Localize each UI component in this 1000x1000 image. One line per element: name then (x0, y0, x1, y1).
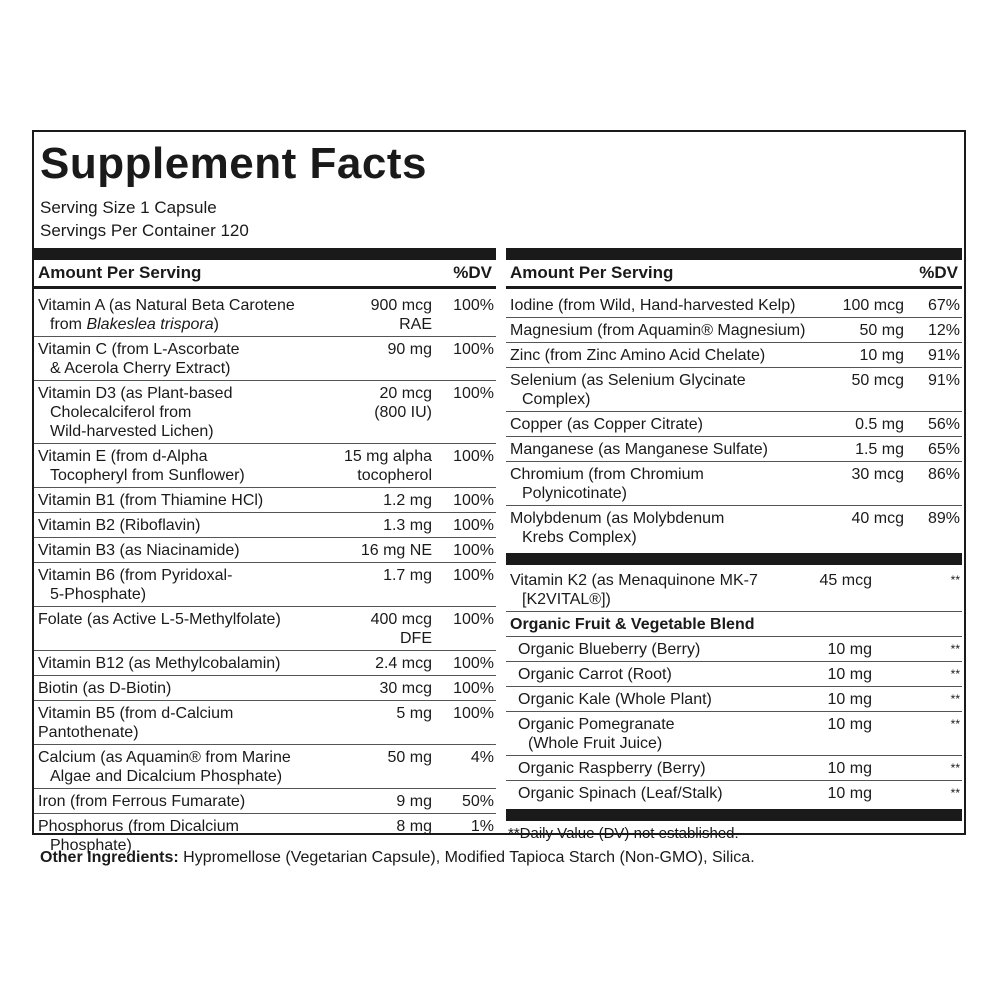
nutrient-row: Magnesium (from Aquamin® Magnesium) 50 mg 12% (506, 318, 962, 343)
right-nutrient-column (506, 248, 962, 846)
nutrient-row: Molybdenum (as Molybdenum Krebs Complex) 40 mcg 89% (510, 510, 960, 546)
nutrient-row: Biotin (as D-Biotin) 30 mcg 100% (34, 676, 496, 701)
vitamin-k2-row: Vitamin K2 (as Menaquinone MK-7 [K2VITAL®]) 45 mcg ** (506, 565, 962, 612)
nutrient-row: Copper (as Copper Citrate) 0.5 mg 56% (506, 412, 962, 437)
blend-title: Organic Fruit & Vegetable Blend (506, 612, 962, 637)
nutrient-row: Vitamin A (as Natural Beta Carotene from Blakeslea trispora) 900 mcg RAE 100% (34, 293, 496, 337)
nutrient-row: Vitamin C (from L-Ascorbate & Acerola Cherry Extract) 90 mg 100% (34, 337, 496, 381)
nutrient-row: Vitamin B3 (as Niacinamide) 16 mg NE 100% (34, 538, 496, 563)
dv-footnote: **Daily Value (DV) not established. (508, 825, 739, 842)
header-rule (34, 286, 496, 289)
nutrient-row: Vitamin D3 (as Plant-based Cholecalciferol from Wild-harvested Lichen) 20 mcg (800 IU) 100% (34, 381, 496, 444)
nutrient-row: Manganese (as Manganese Sulfate) 1.5 mg 65% (506, 437, 962, 462)
thick-divider (34, 248, 496, 260)
nutrient-row: Vitamin B2 (Riboflavin) 1.3 mg 100% (34, 513, 496, 538)
nutrient-row: Phosphorus (from Dicalcium Phosphate) 8 mg 1% (38, 818, 494, 854)
blend-row: Organic Blueberry (Berry) 10 mg ** (506, 637, 962, 662)
nutrient-row: Calcium (as Aquamin® from Marine Algae and Dicalcium Phosphate) 50 mg 4% (34, 745, 496, 789)
blend-row: Organic Pomegranate (Whole Fruit Juice) 10 mg ** (506, 712, 962, 756)
nutrient-row: Iron (from Ferrous Fumarate) 9 mg 50% (34, 789, 496, 814)
blend-row: Organic Raspberry (Berry) 10 mg ** (506, 756, 962, 781)
header-rule (506, 286, 962, 289)
servings-per-container: Servings Per Container 120 (40, 221, 249, 240)
other-ingredients-label: Other Ingredients: (40, 849, 179, 866)
nutrient-row: Vitamin E (from d-Alpha Tocopheryl from Sunflower) 15 mg alpha tocopherol 100% (34, 444, 496, 488)
thick-divider (506, 553, 962, 565)
nutrient-row: Selenium (as Selenium Glycinate Complex) 50 mcg 91% (506, 368, 962, 412)
other-ingredients-text: Hypromellose (Vegetarian Capsule), Modified Tapioca Starch (Non-GMO), Silica. (178, 849, 755, 866)
amount-per-serving-label: Amount Per Serving (38, 263, 202, 282)
amount-per-serving-label: Amount Per Serving (510, 263, 674, 282)
nutrient-row: Iodine (from Wild, Hand-harvested Kelp) 100 mcg 67% (506, 293, 962, 318)
thick-divider (506, 809, 962, 821)
blend-row: Organic Spinach (Leaf/Stalk) 10 mg ** (518, 785, 960, 802)
other-ingredients (40, 849, 755, 867)
panel-title: Supplement Facts (40, 139, 427, 188)
serving-size: Serving Size 1 Capsule (40, 198, 217, 217)
dv-label: %DV (453, 263, 492, 282)
nutrient-row: Vitamin B5 (from d-Calcium Pantothenate) 5 mg 100% (34, 701, 496, 745)
nutrient-row: Vitamin B6 (from Pyridoxal- 5-Phosphate) 1.7 mg 100% (34, 563, 496, 607)
nutrient-row: Zinc (from Zinc Amino Acid Chelate) 10 mg 91% (506, 343, 962, 368)
blend-row: Organic Kale (Whole Plant) 10 mg ** (506, 687, 962, 712)
left-nutrient-column (34, 248, 496, 857)
dv-label: %DV (919, 263, 958, 282)
nutrient-row: Vitamin B1 (from Thiamine HCl) 1.2 mg 100% (34, 488, 496, 513)
nutrient-row: Vitamin B12 (as Methylcobalamin) 2.4 mcg 100% (34, 651, 496, 676)
nutrient-row: Chromium (from Chromium Polynicotinate) 30 mcg 86% (506, 462, 962, 506)
thick-divider (506, 248, 962, 260)
blend-row: Organic Carrot (Root) 10 mg ** (506, 662, 962, 687)
column-header (34, 260, 496, 286)
nutrient-row: Folate (as Active L-5-Methylfolate) 400 mcg DFE 100% (34, 607, 496, 651)
column-header (506, 260, 962, 286)
